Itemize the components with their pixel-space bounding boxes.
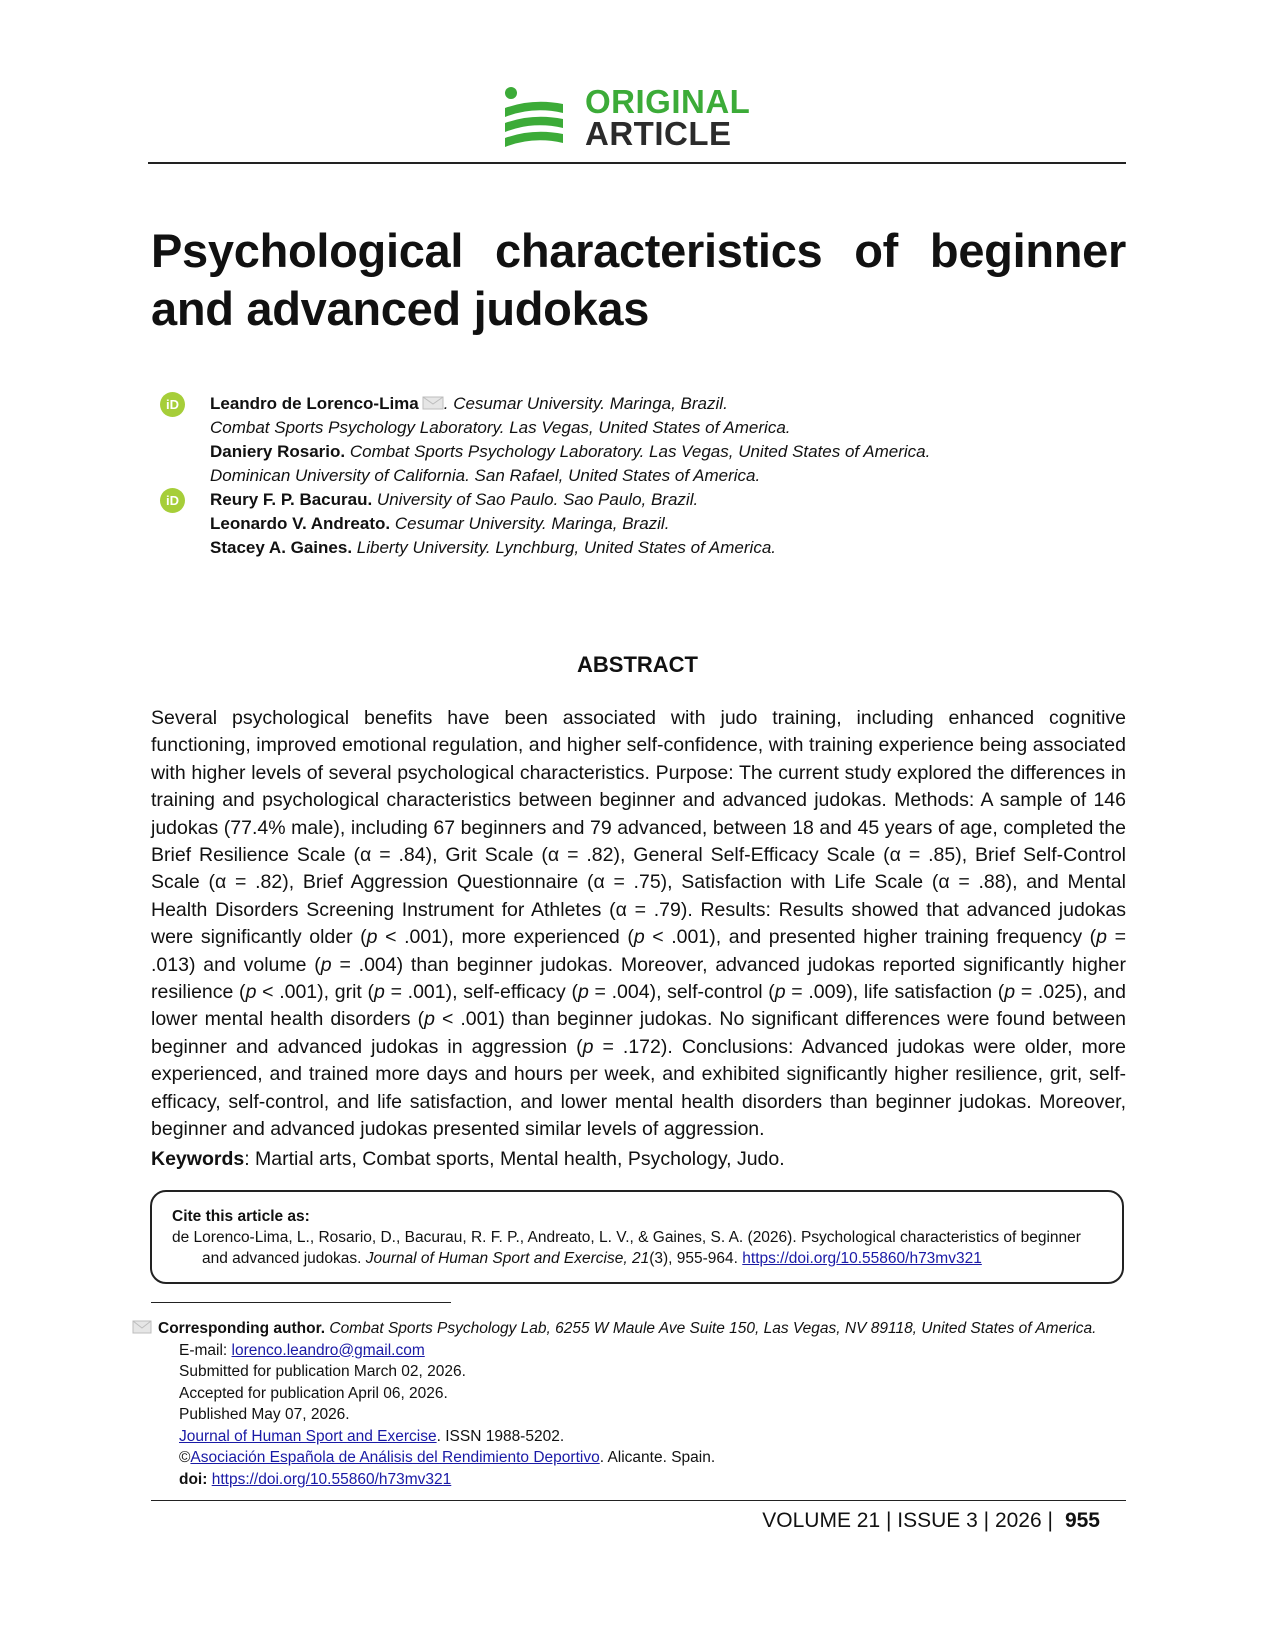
p-symbol: p — [320, 953, 332, 976]
footnotes — [132, 1318, 1132, 1490]
corresponding-address: Combat Sports Psychology Lab, 6255 W Maule Ave Suite 150, Las Vegas, NV 89118, United States of America. — [325, 1320, 1097, 1337]
article-title: Psychological characteristics of beginner and advanced judokas — [151, 224, 1126, 335]
publisher-link[interactable]: Asociación Española de Análisis del Rendimiento Deportivo — [190, 1449, 600, 1466]
citation-text — [172, 1227, 1102, 1269]
abstract-segment: < .001) than beginner judokas. No significant differences were found between beginner and advanced judokas in aggression ( — [151, 1008, 1126, 1058]
article-type-line1: ORIGINAL — [585, 83, 751, 120]
p-symbol: p — [374, 981, 385, 1004]
author-name: Leonardo V. Andreato. — [210, 514, 391, 533]
abstract-segment: = .025), and lower mental health disorders ( — [151, 981, 1126, 1031]
author-affiliation: . Cesumar University. Maringa, Brazil. — [443, 394, 728, 413]
author-line — [210, 416, 791, 440]
p-symbol: p — [582, 1035, 594, 1058]
author-line — [210, 488, 698, 512]
author-name: Stacey A. Gaines. — [210, 538, 353, 557]
orcid-icon[interactable]: iD — [160, 488, 185, 513]
p-symbol: p — [424, 1008, 435, 1031]
citation-journal: Journal of Human Sport and Exercise, 21 — [365, 1250, 650, 1267]
abstract-segment: Several psychological benefits have been associated with judo training, including enhanced cognitive functioning, improved emotional regulation, and higher self-confidence, with training experience being associated with higher levels of several psychological characteristics. Purpose: The current study explored the differences in training and psychological characteristics between beginner and advanced judokas. Methods: A sample of 146 judokas (77.4% male), including 67 beginners and 79 advanced, between 18 and 45 years of age, completed the Brief Resilience Scale (α = .84), Grit Scale (α = .82), General Self-Efficacy Scale (α = .85), Brief Self-Control Scale (α = .82), Brief Aggression Questionnaire (α = .75), Satisfaction with Life Scale (α = .88), and Mental Health Disorders Screening Instrument for Athletes (α = .79). Results: Results showed that advanced judokas were significantly older ( — [151, 707, 1126, 949]
abstract-segment: < .001), grit ( — [256, 981, 375, 1004]
citation-label: Cite this article as: — [172, 1208, 310, 1225]
author-affiliation: Combat Sports Psychology Laboratory. Las Vegas, United States of America. — [210, 418, 791, 437]
publisher-place: . Alicante. Spain. — [599, 1449, 716, 1466]
footer-rule — [151, 1500, 1126, 1501]
abstract-segment: = .009), life satisfaction ( — [785, 981, 1005, 1004]
abstract-text — [151, 705, 1126, 1144]
author-line — [210, 512, 669, 536]
author-affiliation: Cesumar University. Maringa, Brazil. — [390, 514, 670, 533]
author-name: Daniery Rosario. — [210, 442, 346, 461]
abstract-segment: = .013) and volume ( — [151, 926, 1126, 976]
envelope-icon — [132, 1320, 152, 1334]
author-name: Reury F. P. Bacurau. — [210, 490, 373, 509]
p-symbol: p — [1096, 926, 1108, 949]
corresponding-author-note — [132, 1318, 1132, 1340]
abstract-segment: = .004) than beginner judokas. Moreover, advanced judokas reported significantly higher resilience ( — [151, 953, 1126, 1004]
doi-line — [132, 1469, 1132, 1491]
citation-doi-link[interactable]: https://doi.org/10.55860/h73mv321 — [742, 1250, 982, 1267]
p-symbol: p — [366, 926, 378, 949]
issn: . ISSN 1988-5202. — [436, 1427, 565, 1445]
keywords-label: Keywords — [151, 1148, 245, 1170]
doi-link[interactable]: https://doi.org/10.55860/h73mv321 — [211, 1470, 452, 1488]
author-line — [210, 464, 760, 488]
author-affiliation: Combat Sports Psychology Laboratory. Las Vegas, United States of America. — [345, 442, 931, 461]
email-line — [132, 1340, 1132, 1362]
accepted-date: Accepted for publication April 06, 2026. — [179, 1384, 448, 1402]
submitted-date: Submitted for publication March 02, 2026. — [179, 1363, 466, 1380]
journal-link[interactable]: Journal of Human Sport and Exercise — [179, 1427, 437, 1445]
corresponding-label: Corresponding author. — [158, 1320, 326, 1337]
citation-segment: de Lorenco-Lima, L., Rosario, D., Bacurau, R. F. P., Andreato, L. V., & Gaines, S. A. (2026). Psychological characteristics of beginner and advanced judokas. — [172, 1229, 1081, 1267]
keywords-list: : Martial arts, Combat sports, Mental health, Psychology, Judo. — [244, 1148, 785, 1170]
p-symbol: p — [578, 981, 589, 1004]
author-line — [210, 536, 776, 560]
footnote-rule — [151, 1302, 451, 1303]
author-line — [210, 440, 930, 464]
email-link[interactable]: lorenco.leandro@gmail.com — [231, 1341, 425, 1359]
author-affiliation: Dominican University of California. San Rafael, United States of America. — [210, 466, 761, 485]
author-affiliation: Liberty University. Lynchburg, United States of America. — [352, 538, 776, 557]
published-date: Published May 07, 2026. — [179, 1406, 350, 1423]
keywords — [151, 1146, 1126, 1173]
p-symbol: p — [774, 981, 786, 1004]
volume-issue: VOLUME 21 | ISSUE 3 | 2026 | — [762, 1509, 1053, 1532]
copyright-symbol: © — [179, 1449, 191, 1466]
author-name: Leandro de Lorenco-Lima — [210, 394, 419, 413]
article-type-label — [585, 83, 751, 152]
abstract-heading: ABSTRACT — [577, 652, 698, 677]
envelope-icon[interactable] — [422, 396, 444, 410]
abstract-segment: < .001), and presented higher training frequency ( — [644, 926, 1097, 949]
abstract-segment: < .001), more experienced ( — [377, 926, 634, 949]
article-type-line2: ARTICLE — [585, 115, 732, 152]
journal-line — [132, 1426, 1132, 1448]
abstract-segment: = .172). Conclusions: Advanced judokas were older, more experienced, and trained more days and hours per week, and exhibited significantly higher resilience, grit, self-efficacy, self-control, and life satisfaction, and lower mental health disorders than beginner judokas. Moreover, beginner and advanced judokas presented similar levels of aggression. — [151, 1035, 1126, 1141]
citation-box — [150, 1190, 1124, 1284]
author-affiliation: University of Sao Paulo. Sao Paulo, Brazil. — [372, 490, 699, 509]
page-number: 955 — [1064, 1509, 1100, 1532]
page-footer — [762, 1508, 1100, 1534]
header-rule — [148, 162, 1126, 164]
striped-lines-logo-icon — [503, 86, 565, 148]
abstract-segment: = .004), self-control ( — [588, 981, 775, 1004]
citation-segment: (3), 955-964. — [649, 1250, 743, 1267]
orcid-icon[interactable]: iD — [160, 392, 185, 417]
author-line — [210, 392, 728, 416]
copyright-line — [132, 1447, 1132, 1469]
email-label: E-mail: — [179, 1341, 232, 1359]
abstract-segment: = .001), self-efficacy ( — [384, 981, 578, 1004]
doi-label: doi: — [179, 1470, 208, 1488]
p-symbol: p — [633, 926, 645, 949]
journal-logo — [503, 83, 793, 152]
p-symbol: p — [1004, 981, 1016, 1004]
p-symbol: p — [245, 981, 257, 1004]
